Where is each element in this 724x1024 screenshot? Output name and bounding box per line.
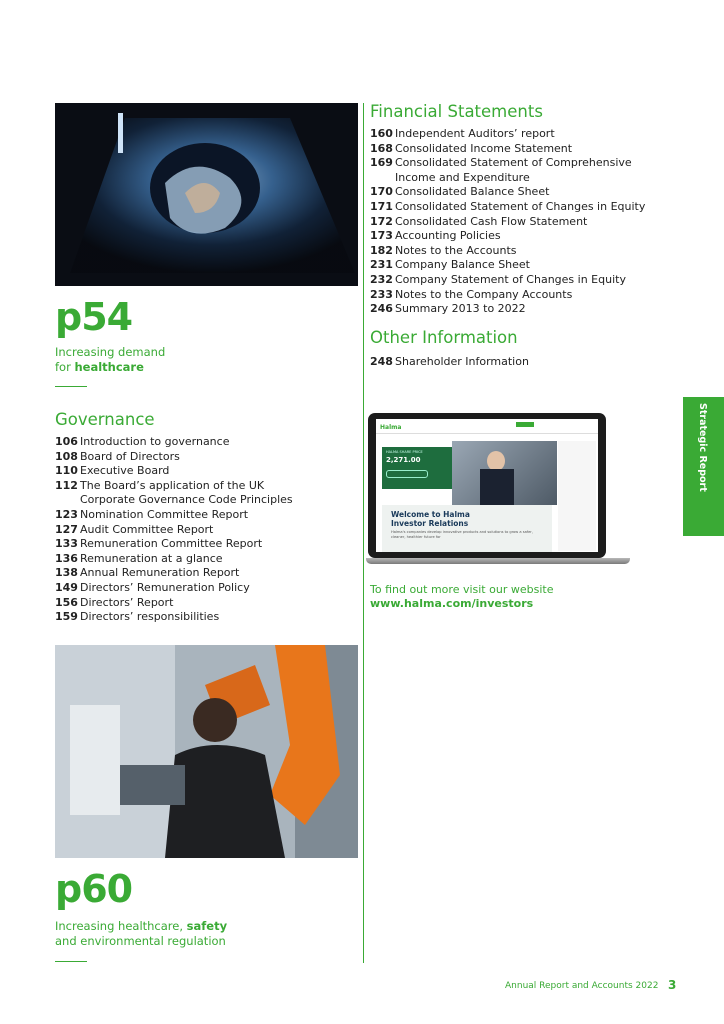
toc-entry[interactable] — [55, 596, 355, 611]
toc-entry[interactable] — [370, 229, 670, 244]
feature-page-number: p54 — [55, 295, 133, 339]
sidebar-menu — [558, 441, 596, 551]
toc-page-number: 172 — [370, 214, 393, 228]
column-divider — [363, 103, 364, 963]
toc-title: Consolidated Statement of Comprehensive — [395, 156, 632, 170]
toc-entry[interactable] — [370, 200, 670, 215]
governance-heading: Governance — [55, 410, 155, 429]
side-tab-label: Strategic Report — [697, 403, 708, 492]
toc-title: Directors’ responsibilities — [80, 610, 220, 624]
laptop-screen — [368, 413, 606, 558]
divider-rule — [55, 386, 87, 387]
toc-entry[interactable] — [55, 610, 355, 625]
toc-title: Company Balance Sheet — [395, 258, 530, 272]
toc-page-number: 108 — [55, 449, 78, 463]
caption-line: and environmental regulation — [55, 933, 226, 948]
welcome-intro: Halma's companies develop innovative products and solutions to grow a safer, cleaner, healthier future for — [391, 530, 533, 539]
toc-page-number: 171 — [370, 199, 393, 213]
caption-line — [55, 919, 227, 934]
caption-line: Increasing demand — [55, 345, 166, 359]
toc-entry[interactable] — [55, 581, 355, 596]
nav-separator — [376, 433, 598, 434]
page-number: 3 — [668, 978, 677, 992]
toc-page-number: 168 — [370, 141, 393, 155]
toc-page-number: 170 — [370, 185, 393, 199]
toc-entry[interactable] — [370, 355, 670, 370]
toc-page-number: 182 — [370, 243, 393, 257]
toc-entry[interactable] — [55, 435, 355, 450]
toc-page-number — [55, 493, 80, 508]
welcome-line: Investor Relations — [391, 519, 469, 528]
feature-caption — [55, 919, 227, 948]
toc-page-number: 112 — [55, 478, 78, 492]
toc-page-number: 231 — [370, 258, 393, 272]
toc-title: Remuneration at a glance — [80, 551, 223, 565]
toc-entry[interactable] — [55, 493, 355, 508]
toc-page-number — [370, 171, 395, 186]
toc-title: Directors’ Report — [80, 595, 174, 609]
toc-page-number: 169 — [370, 156, 393, 170]
share-price-label: HALMA SHARE PRICE — [386, 450, 423, 454]
toc-page-number: 127 — [55, 522, 78, 536]
toc-page-number: 123 — [55, 507, 78, 521]
website-prompt: To find out more visit our website — [370, 583, 554, 596]
footer-publication: Annual Report and Accounts 2022 — [505, 981, 659, 991]
toc-page-number: 233 — [370, 287, 393, 301]
financial-statements-heading: Financial Statements — [370, 102, 543, 121]
toc-entry[interactable] — [370, 215, 670, 230]
toc-title: Remuneration Committee Report — [80, 537, 263, 551]
laptop-base — [366, 558, 630, 564]
toc-title: Independent Auditors’ report — [395, 127, 555, 140]
toc-page-number: 110 — [55, 464, 78, 478]
toc-page-number: 173 — [370, 229, 393, 243]
toc-entry[interactable] — [55, 566, 355, 581]
caption-line — [55, 360, 165, 375]
toc-entry[interactable] — [370, 156, 670, 171]
caption-text: Increasing healthcare, — [55, 919, 187, 933]
toc-title: Consolidated Balance Sheet — [395, 185, 550, 199]
toc-entry[interactable] — [370, 302, 670, 317]
toc-title: Shareholder Information — [395, 355, 529, 368]
toc-page-number: 248 — [370, 355, 393, 368]
toc-title: Company Statement of Changes in Equity — [395, 272, 626, 286]
robot-technician-image — [55, 645, 358, 858]
toc-entry[interactable] — [370, 288, 670, 303]
toc-entry[interactable] — [55, 479, 355, 494]
share-price-value: 2,271.00 — [386, 456, 421, 464]
person-suit — [480, 469, 514, 505]
toc-page-number: 106 — [55, 435, 78, 448]
toc-title: Summary 2013 to 2022 — [395, 302, 526, 316]
toc-title: Notes to the Accounts — [395, 243, 517, 257]
toc-entry[interactable] — [370, 258, 670, 273]
toc-page-number: 156 — [55, 595, 78, 609]
toc-entry[interactable] — [370, 273, 670, 288]
toc-title: Directors’ Remuneration Policy — [80, 580, 250, 594]
ultrasound-image — [55, 103, 358, 286]
toc-title: Introduction to governance — [80, 435, 230, 448]
toc-title: Notes to the Company Accounts — [395, 287, 573, 301]
toc-entry[interactable] — [55, 464, 355, 479]
halma-logo: Halma — [380, 424, 402, 431]
toc-entry[interactable] — [55, 552, 355, 567]
caption-text: for — [55, 359, 75, 374]
share-price-box — [382, 447, 452, 489]
toc-page-number: 232 — [370, 272, 393, 286]
website-preview — [376, 419, 598, 552]
toc-title: Corporate Governance Code Principles — [80, 493, 293, 507]
toc-page-number: 133 — [55, 537, 78, 551]
toc-title: Income and Expenditure — [395, 170, 530, 184]
nav-button — [516, 422, 534, 427]
welcome-line: Welcome to Halma — [391, 510, 470, 519]
welcome-panel — [382, 505, 552, 552]
hero-photo — [452, 441, 557, 505]
toc-entry[interactable] — [55, 450, 355, 465]
toc-title: Board of Directors — [80, 449, 180, 463]
section-side-tab[interactable] — [683, 397, 724, 536]
toc-page-number: 160 — [370, 127, 393, 140]
toc-title: Annual Remuneration Report — [80, 566, 240, 580]
toc-entry[interactable] — [370, 185, 670, 200]
caption-bold: healthcare — [74, 359, 144, 374]
toc-title: Consolidated Statement of Changes in Equity — [395, 199, 646, 213]
toc-entry[interactable] — [370, 171, 670, 186]
toc-entry[interactable] — [370, 244, 670, 259]
toc-title: Consolidated Cash Flow Statement — [395, 214, 588, 228]
toc-entry[interactable] — [55, 537, 355, 552]
toc-page-number: 246 — [370, 302, 393, 316]
feature-page-number: p60 — [55, 867, 133, 911]
toc-title: Accounting Policies — [395, 229, 501, 243]
toc-page-number: 136 — [55, 551, 78, 565]
toc-page-number: 159 — [55, 610, 78, 624]
toc-entry[interactable] — [55, 523, 355, 538]
toc-page-number: 138 — [55, 566, 78, 580]
caption-bold: safety — [186, 919, 228, 933]
toc-entry[interactable] — [370, 142, 670, 157]
toc-entry[interactable] — [370, 127, 670, 142]
website-link[interactable]: www.halma.com/investors — [370, 597, 534, 610]
share-price-button — [386, 470, 428, 478]
financial-statements-list — [370, 127, 670, 317]
feature-caption — [55, 345, 165, 374]
welcome-title — [382, 505, 552, 528]
toc-title: Consolidated Income Statement — [395, 141, 573, 155]
governance-list — [55, 435, 355, 625]
toc-page-number: 149 — [55, 580, 78, 594]
toc-entry[interactable] — [55, 508, 355, 523]
divider-rule — [55, 961, 87, 962]
toc-title: Executive Board — [80, 464, 170, 478]
toc-title: The Board’s application of the UK — [80, 478, 265, 492]
toc-title: Nomination Committee Report — [80, 507, 249, 521]
toc-title: Audit Committee Report — [80, 522, 214, 536]
other-information-list — [370, 355, 670, 370]
other-information-heading: Other Information — [370, 328, 518, 347]
person-head — [487, 451, 505, 471]
